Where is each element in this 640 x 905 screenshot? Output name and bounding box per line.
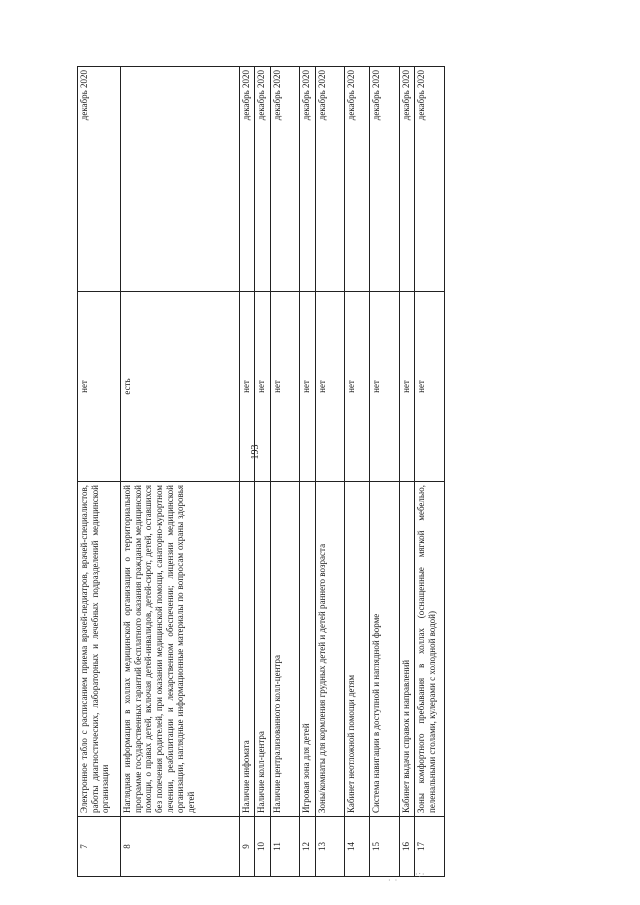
row-deadline: декабрь 2020 xyxy=(78,67,121,292)
row-description: Кабинет неотложной помощи детям xyxy=(345,482,370,817)
row-number: 15 xyxy=(370,817,400,877)
row-status: нет xyxy=(415,292,445,482)
scan-speckle: · · xyxy=(388,876,399,885)
row-description: Система навигации в доступной и наглядной форме xyxy=(370,482,400,817)
row-deadline: декабрь 2020 xyxy=(300,67,315,292)
row-description: Зоны комфортного пребывания в холлах (оснащенные мягкой мебелью, пеленальными столами, кулерами с холодной водой) xyxy=(415,482,445,817)
row-description: Наличие колл-центра xyxy=(255,482,270,817)
row-description: Наличие централизованного колл-центра xyxy=(270,482,300,817)
page-number: 193 xyxy=(250,444,261,460)
row-description: Кабинет выдачи справок и направлений xyxy=(399,482,414,817)
row-number: 17 xyxy=(415,817,445,877)
row-deadline: декабрь 2020 xyxy=(345,67,370,292)
table-row xyxy=(315,67,345,877)
table-row xyxy=(255,67,270,877)
row-number: 11 xyxy=(270,817,300,877)
row-status: нет xyxy=(345,292,370,482)
table-row xyxy=(415,67,445,877)
table-row xyxy=(399,67,414,877)
row-number: 16 xyxy=(399,817,414,877)
row-deadline: декабрь 2020 xyxy=(370,67,400,292)
row-number: 13 xyxy=(315,817,345,877)
row-status: нет xyxy=(370,292,400,482)
table-row xyxy=(239,67,254,877)
row-description: Наличие инфомата xyxy=(239,482,254,817)
row-deadline: декабрь 2020 xyxy=(239,67,254,292)
row-description: Наглядная информация в холлах медицинской организации о территориальной программе государственных гарантий бесплатного оказания гражданам медицинской помощи, о правах детей, включая детей-инвалидов, детей-сирот, детей, оставшихся без попечения родителей, при оказании медицинской помощи, санаторно-курортном лечении, реабилитации и лекарственном обеспечении; лицензии медицинской организации, наглядные информационные материалы по вопросам охраны здоровья детей xyxy=(121,482,239,817)
table-row xyxy=(345,67,370,877)
row-deadline: декабрь 2020 xyxy=(399,67,414,292)
row-description: Игровая зона для детей xyxy=(300,482,315,817)
row-status: нет xyxy=(239,292,254,482)
row-status: нет xyxy=(399,292,414,482)
row-status: нет xyxy=(315,292,345,482)
scan-speckle: ·:· xyxy=(415,870,426,879)
table-row xyxy=(300,67,315,877)
requirements-table xyxy=(77,66,445,877)
table-row xyxy=(270,67,300,877)
table-row xyxy=(78,67,121,877)
row-number: 10 xyxy=(255,817,270,877)
table-row xyxy=(370,67,400,877)
row-number: 12 xyxy=(300,817,315,877)
row-number: 14 xyxy=(345,817,370,877)
row-deadline: декабрь 2020 xyxy=(315,67,345,292)
row-deadline: декабрь 2020 xyxy=(270,67,300,292)
row-number: 8 xyxy=(121,817,239,877)
rotated-table-container xyxy=(77,67,445,877)
row-deadline xyxy=(121,67,239,292)
row-number: 9 xyxy=(239,817,254,877)
table-row xyxy=(121,67,239,877)
row-status: нет xyxy=(78,292,121,482)
row-status: нет xyxy=(270,292,300,482)
row-deadline: декабрь 2020 xyxy=(255,67,270,292)
row-description: Зоны/комнаты для кормления грудных детей и детей раннего возраста xyxy=(315,482,345,817)
row-status: нет xyxy=(300,292,315,482)
row-description: Электронное табло с расписанием приема врачей-педиатров, врачей-специалистов, работы диагностических, лабораторных и лечебных подразделений медицинской организации xyxy=(78,482,121,817)
row-status: есть xyxy=(121,292,239,482)
row-number: 7 xyxy=(78,817,121,877)
row-status: нет xyxy=(255,292,270,482)
row-deadline: декабрь 2020 xyxy=(415,67,445,292)
